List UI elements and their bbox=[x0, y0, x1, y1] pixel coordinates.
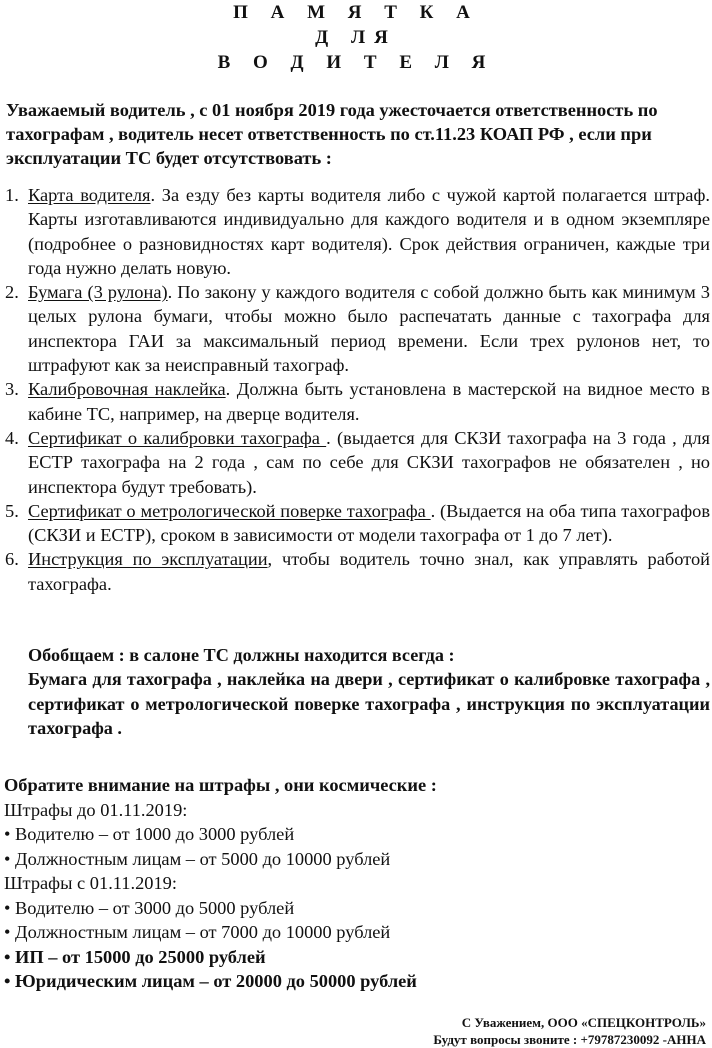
fines-heading: Обратите внимание на штрафы , они космические : bbox=[4, 775, 437, 795]
item-heading: Инструкция по эксплуатации bbox=[28, 549, 268, 570]
regards-line: С Уважением, ООО «СПЕЦКОНТРОЛЬ» bbox=[461, 1015, 706, 1030]
fines-after-label: Штрафы с 01.11.2019: bbox=[4, 873, 177, 893]
item-number: 2. bbox=[5, 282, 19, 303]
list-item bbox=[0, 547, 712, 596]
contact-line: Будут вопросы звоните : +79787230092 -АННА bbox=[433, 1032, 706, 1047]
fines-after-item-bold: • Юридическим лицам – от 20000 до 50000 рублей bbox=[4, 971, 417, 991]
item-text: , чтобы водитель точно знал, как управлять работой тахографа. bbox=[28, 549, 710, 594]
item-heading: Калибровочная наклейка bbox=[28, 379, 226, 400]
item-text: . По закону у каждого водителя с собой должно быть как минимум 3 целых рулона бумаги, чтобы можно было распечатать данные с тахографа для инспектора ГАИ за максимальный период времени. Если трех рулонов нет, то штрафуют как за неисправный тахограф. bbox=[28, 282, 711, 376]
requirements-list bbox=[0, 183, 712, 596]
item-text: . (Выдается на оба типа тахографов (СКЗИ и ЕСТР), сроком в зависимости от модели тахографа от 1 до 7 лет). bbox=[28, 500, 710, 546]
fines-block bbox=[4, 773, 604, 994]
list-item bbox=[0, 377, 712, 426]
list-item bbox=[0, 183, 712, 280]
item-text: . Должна быть установлена в мастерской на видное место в кабине ТС, например, на дверце водителя. bbox=[28, 379, 710, 424]
fines-before-item: • Водителю – от 1000 до 3000 рублей bbox=[4, 824, 295, 844]
item-heading: Сертификат о метрологической поверке тахографа bbox=[28, 500, 431, 521]
signature-block bbox=[433, 1014, 706, 1048]
item-number: 6. bbox=[5, 549, 19, 570]
item-number: 4. bbox=[5, 427, 19, 448]
item-number: 1. bbox=[5, 185, 19, 205]
fines-after-item: • Должностным лицам – от 7000 до 10000 рублей bbox=[4, 922, 391, 942]
summary-heading: Обобщаем : в салоне ТС должны находится всегда : bbox=[28, 645, 455, 665]
item-heading: Бумага (3 рулона) bbox=[28, 282, 168, 303]
list-item bbox=[0, 499, 712, 548]
item-number: 5. bbox=[5, 500, 19, 521]
fines-after-item-bold: • ИП – от 15000 до 25000 рублей bbox=[4, 946, 266, 967]
document-title-line-1: П А М Я Т К А bbox=[233, 2, 479, 23]
fines-after-item: • Водителю – от 3000 до 5000 рублей bbox=[4, 897, 295, 918]
list-item bbox=[0, 426, 712, 499]
summary-body: Бумага для тахографа , наклейка на двери , сертификат о калибровке тахографа , сертификат о метрологической поверке тахографа , инструкция по эксплуатации тахографа . bbox=[28, 669, 710, 738]
fines-before-label: Штрафы до 01.11.2019: bbox=[4, 799, 188, 820]
item-heading: Сертификат о калибровки тахографа bbox=[28, 427, 327, 448]
document-title-line-2: Д ЛЯ bbox=[315, 27, 397, 48]
document-title-line-3: В О Д И Т Е Л Я bbox=[217, 52, 495, 73]
item-heading: Карта водителя bbox=[28, 185, 151, 205]
item-text: . За езду без карты водителя либо с чужой картой полагается штраф. Карты изготавливаются индивидуально для каждого водителя и в одном экземпляре (подробнее о разновидностях карт водителя). Срок действия ограничен, каждые три года нужно делать новую. bbox=[28, 185, 710, 278]
item-number: 3. bbox=[5, 379, 19, 400]
fines-before-item: • Должностным лицам – от 5000 до 10000 рублей bbox=[4, 848, 391, 869]
summary-block bbox=[28, 643, 710, 740]
list-item bbox=[0, 280, 712, 377]
intro-paragraph: Уважаемый водитель , с 01 ноября 2019 года ужесточается ответственность по тахографам , водитель несет ответственность по ст.11.23 КОАП РФ , если при эксплуатации ТС будет отсутствовать : bbox=[6, 100, 658, 168]
item-text: . (выдается для СКЗИ тахографа на 3 года , для ЕСТР тахографа на 2 года , сам по себе для СКЗИ тахографов не обязателен , но инспектора будут требовать). bbox=[28, 427, 710, 497]
